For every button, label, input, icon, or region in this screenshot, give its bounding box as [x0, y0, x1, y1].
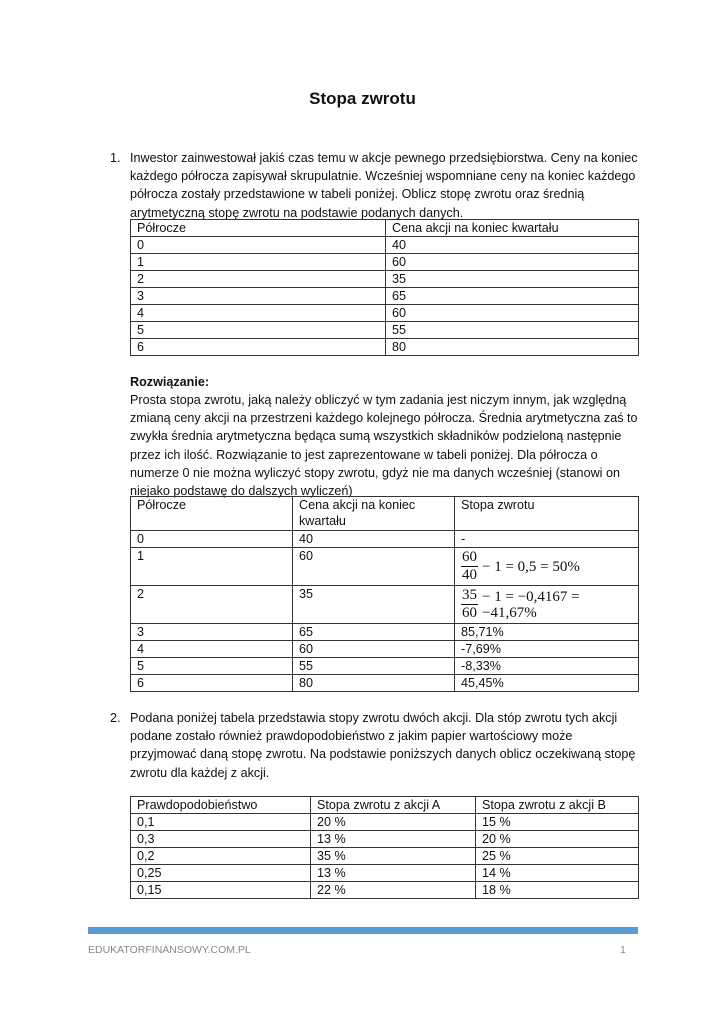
- table-cell: 20 %: [476, 831, 639, 848]
- table-cell: 20 %: [311, 814, 476, 831]
- table-cell: 0: [131, 531, 293, 548]
- table-cell: 60: [386, 254, 639, 271]
- header-cell: Półrocze: [131, 497, 293, 531]
- table-cell: 2: [131, 271, 386, 288]
- table-cell: -7,69%: [455, 641, 639, 658]
- denominator: 40: [462, 567, 477, 583]
- header-cell: Prawdopodobieństwo: [131, 797, 311, 814]
- table-cell: 6: [131, 675, 293, 692]
- table-cell: -8,33%: [455, 658, 639, 675]
- table-cell: 4: [131, 641, 293, 658]
- solution-table: [130, 496, 639, 692]
- table-row: [131, 641, 639, 658]
- table-cell: 80: [293, 675, 455, 692]
- table-header-row: [131, 497, 639, 531]
- table-cell: 5: [131, 658, 293, 675]
- table-cell: 35 %: [311, 848, 476, 865]
- table-row: [131, 339, 639, 356]
- formula-result: − 1 = −0,4167 = −41,67%: [482, 588, 580, 621]
- formula: [461, 586, 632, 622]
- table-row: [131, 531, 639, 548]
- table-cell: [455, 586, 639, 624]
- table-cell: 65: [293, 624, 455, 641]
- table-cell: 3: [131, 288, 386, 305]
- table-row: [131, 848, 639, 865]
- table-header-row: [131, 797, 639, 814]
- table-row: [131, 322, 639, 339]
- table-row: [131, 271, 639, 288]
- table-cell: 80: [386, 339, 639, 356]
- formula-result: − 1 = 0,5 = 50%: [482, 558, 580, 575]
- table-cell: 0,25: [131, 865, 311, 882]
- table-row: [131, 254, 639, 271]
- table-row: [131, 586, 639, 624]
- denominator: 60: [462, 605, 477, 621]
- table-cell: 55: [293, 658, 455, 675]
- header-cell: Cena akcji na koniec kwartału: [293, 497, 455, 531]
- header-cell: Stopa zwrotu: [455, 497, 639, 531]
- table-row: [131, 288, 639, 305]
- table-cell: 0: [131, 237, 386, 254]
- footer-bar: [88, 927, 638, 934]
- table-cell: 60: [386, 305, 639, 322]
- table-cell: 45,45%: [455, 675, 639, 692]
- table-cell: 6: [131, 339, 386, 356]
- table-cell: 0,3: [131, 831, 311, 848]
- table-cell: 40: [293, 531, 455, 548]
- table-cell: 13 %: [311, 865, 476, 882]
- formula: [461, 548, 632, 584]
- table-cell: [455, 548, 639, 586]
- table-cell: 25 %: [476, 848, 639, 865]
- numerator: 35: [462, 587, 477, 603]
- table-row: [131, 658, 639, 675]
- page-number: 1: [620, 944, 626, 956]
- table-row: [131, 305, 639, 322]
- page-title: Stopa zwrotu: [309, 89, 416, 108]
- table-cell: 65: [386, 288, 639, 305]
- footer-site: EDUKATORFINANSOWY.COM.PL: [88, 944, 251, 956]
- table-cell: 5: [131, 322, 386, 339]
- table-cell: 13 %: [311, 831, 476, 848]
- table-cell: 2: [131, 586, 293, 624]
- table-cell: 15 %: [476, 814, 639, 831]
- header-cell: Stopa zwrotu z akcji A: [311, 797, 476, 814]
- task-2-number: 2.: [110, 711, 121, 725]
- table-row: [131, 882, 639, 899]
- table-row: [131, 548, 639, 586]
- header-cell: Stopa zwrotu z akcji B: [476, 797, 639, 814]
- table-row: [131, 814, 639, 831]
- table-row: [131, 865, 639, 882]
- table-cell: 60: [293, 641, 455, 658]
- task-2-text: Podana poniżej tabela przedstawia stopy zwrotu dwóch akcji. Dla stóp zwrotu tych akcji podane zostało również prawdopodobieństwo z jakim papier wartościowy może przyjmować daną stopę zwrotu. Na podstawie poniższych danych oblicz oczekiwaną stopę zwrotu dla każdej z akcji.: [130, 711, 636, 780]
- task-1-number: 1.: [110, 151, 121, 165]
- header-cell: Cena akcji na koniec kwartału: [386, 220, 639, 237]
- table-cell: 3: [131, 624, 293, 641]
- table-cell: 85,71%: [455, 624, 639, 641]
- table-row: [131, 624, 639, 641]
- table-cell: 1: [131, 254, 386, 271]
- table-row: [131, 831, 639, 848]
- table-cell: 0,1: [131, 814, 311, 831]
- numerator: 60: [462, 549, 477, 565]
- table-cell: 35: [293, 586, 455, 624]
- fraction: [461, 587, 478, 622]
- table-header-row: [131, 220, 639, 237]
- table-cell: 1: [131, 548, 293, 586]
- probability-table: [130, 796, 639, 899]
- table-cell: 60: [293, 548, 455, 586]
- table-cell: 40: [386, 237, 639, 254]
- table-cell: 22 %: [311, 882, 476, 899]
- solution-label: Rozwiązanie:: [130, 375, 210, 389]
- table-cell: 14 %: [476, 865, 639, 882]
- table-cell: 0,15: [131, 882, 311, 899]
- task-1-text: Inwestor zainwestował jakiś czas temu w akcje pewnego przedsiębiorstwa. Ceny na koniec każdego półrocza zapisywał skrupulatnie. Wcześniej wspomniane ceny na koniec każdego półrocza zostały przedstawione w tabeli poniżej. Oblicz stopę zwrotu oraz średnią arytmetyczną stopę zwrotu na podstawie podanych danych.: [130, 151, 638, 220]
- table-cell: 4: [131, 305, 386, 322]
- table-cell: 0,2: [131, 848, 311, 865]
- table-cell: 35: [386, 271, 639, 288]
- price-table: [130, 219, 639, 356]
- solution-text: Prosta stopa zwrotu, jaką należy obliczyć w tym zadania jest niczym innym, jak względną zmianą ceny akcji na przestrzeni każdego kolejnego półrocza. Średnia arytmetyczna zaś to zwykła średnia arytmetyczna będąca sumą wszystkich składników podzieloną następnie przez ich ilość. Rozwiązanie to jest zaprezentowane w tabeli poniżej. Dla półrocza o numerze 0 nie można wyliczyć stopy zwrotu, gdyż nie ma danych wcześniej (stanowi on niejako podstawę do dalszych wyliczeń): [130, 393, 638, 499]
- table-row: [131, 237, 639, 254]
- table-cell: 55: [386, 322, 639, 339]
- fraction: [461, 549, 478, 584]
- header-cell: Półrocze: [131, 220, 386, 237]
- table-cell: -: [455, 531, 639, 548]
- table-cell: 18 %: [476, 882, 639, 899]
- table-row: [131, 675, 639, 692]
